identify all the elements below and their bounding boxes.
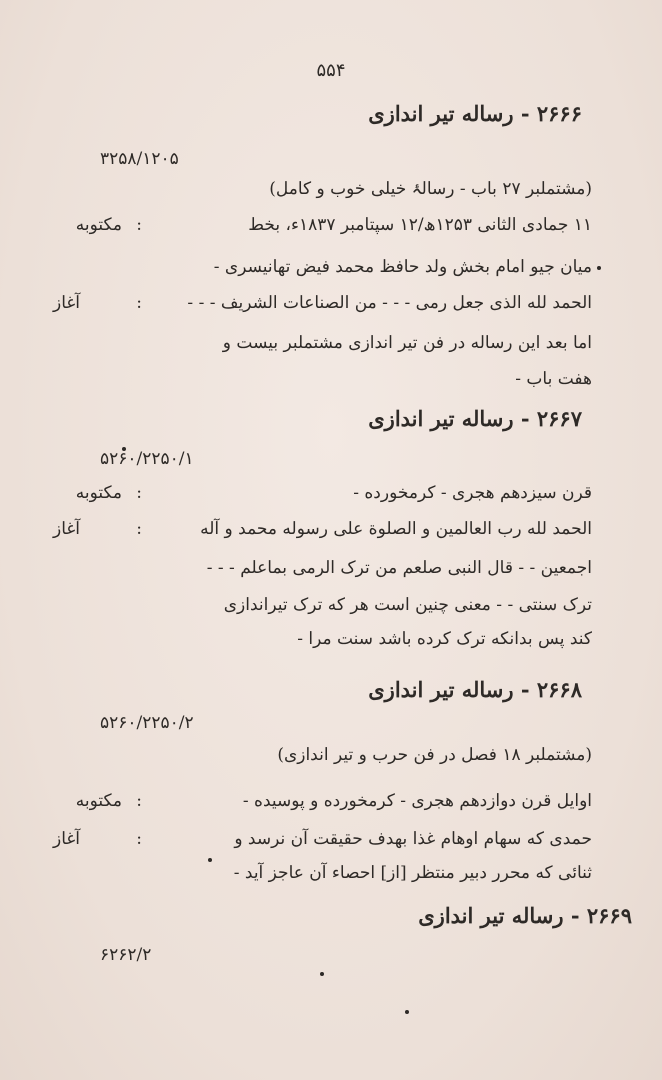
maktuba-line: قرن سیزدهم هجری - کرمخورده -: [353, 483, 592, 503]
aghaz-label: آغاز: [52, 293, 80, 313]
call-number: ۳۲۵۸/۱۲۰۵: [100, 149, 179, 169]
colon: :: [136, 829, 142, 849]
aghaz-line: الحمد لله رب العالمین و الصلوة علی رسوله محمد و آله: [200, 519, 592, 539]
maktuba-label: مکتوبه: [75, 215, 122, 235]
aghaz-line: کند پس بدانکه ترک کرده باشد سنت مرا -: [297, 629, 592, 649]
aghaz-label: آغاز: [52, 829, 80, 849]
ink-dot: [320, 972, 324, 976]
entry-heading: ۲۶۶۷ - رساله تیر اندازی: [368, 406, 582, 431]
colon: :: [136, 215, 142, 235]
entry-description: (مشتملبر ۱۸ فصل در فن حرب و تیر اندازی): [277, 745, 592, 765]
maktuba-line: اوایل قرن دوازدهم هجری - کرمخورده و پوسیده -: [242, 791, 592, 811]
maktuba-line: میان جیو امام بخش ولد حافظ محمد فیض تھانیسری -: [213, 257, 592, 277]
colon: :: [136, 791, 142, 811]
aghaz-line: الحمد لله الذی جعل رمی - - - من الصناعات الشریف - - -: [187, 293, 592, 313]
entry-heading: ۲۶۶۹ - رساله تیر اندازی: [418, 903, 632, 928]
aghaz-line: ترک سنتی - - معنی چنین است هر که ترک تیراندازی: [223, 595, 592, 615]
maktuba-label: مکتوبه: [75, 791, 122, 811]
aghaz-line: حمدی که سهام اوهام غذا بهدف حقیقت آن نرسد و: [234, 829, 592, 849]
aghaz-line: اجمعین - - قال النبی صلعم من ترک الرمی بماعلم - - -: [206, 558, 592, 578]
call-number: ۵۲۶۰/۲۲۵۰/۲: [100, 713, 194, 733]
maktuba-label: مکتوبه: [75, 483, 122, 503]
ink-dot: [208, 858, 212, 862]
ink-dot: [405, 1010, 409, 1014]
aghaz-label: آغاز: [52, 519, 80, 539]
maktuba-line: ۱۱ جمادی الثانی ۱۲۵۳ھ/۱۲ سپتامبر ۱۸۳۷ء، بخط: [248, 215, 592, 235]
colon: :: [136, 519, 142, 539]
page-number: ۵۵۴: [316, 60, 346, 81]
aghaz-line: ثنائی که محرر دبیر منتظر [از] احصاء آن عاجز آید -: [233, 863, 592, 883]
entry-heading: ۲۶۶۸ - رساله تیر اندازی: [368, 677, 582, 702]
aghaz-line: اما بعد این رساله در فن تیر اندازی مشتملبر بیست و: [222, 333, 592, 353]
call-number: ۵۲۶۰/۲۲۵۰/۱: [100, 449, 194, 469]
colon: :: [136, 293, 142, 313]
call-number: ۶۲۶۲/۲: [100, 945, 152, 965]
entry-heading: ۲۶۶۶ - رساله تیر اندازی: [368, 101, 582, 126]
ink-dot: [597, 266, 601, 270]
entry-description: (مشتملبر ۲۷ باب - رسالۂ خیلی خوب و کامل): [269, 179, 592, 199]
aghaz-line: هفت باب -: [515, 369, 592, 389]
colon: :: [136, 483, 142, 503]
